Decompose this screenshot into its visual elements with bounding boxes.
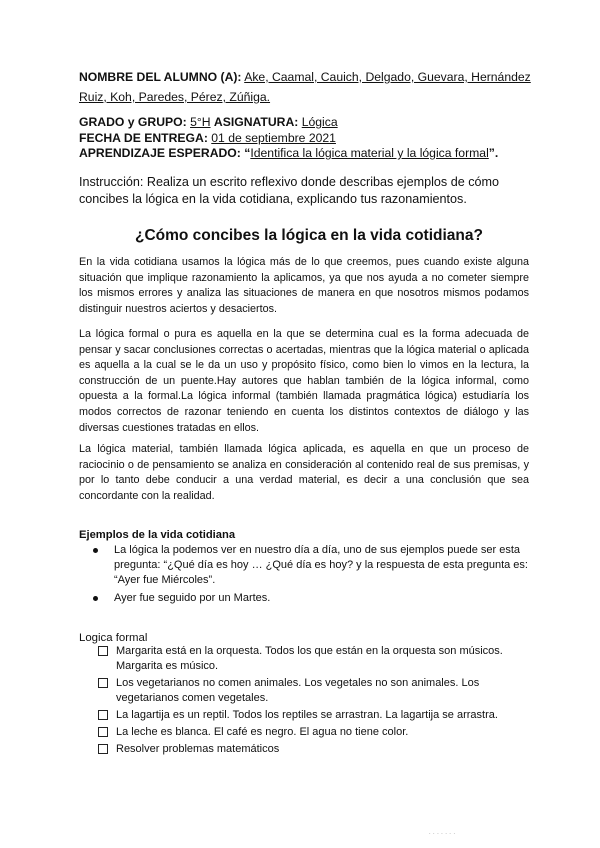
learning-open-quote: “ bbox=[244, 146, 251, 160]
checklist-text: Resolver problemas matemáticos bbox=[116, 743, 280, 755]
grade-value: 5°H bbox=[190, 115, 211, 129]
bullet-icon bbox=[93, 596, 98, 601]
checkbox-icon[interactable] bbox=[98, 710, 108, 720]
date-value: 01 de septiembre 2021 bbox=[211, 130, 336, 145]
checklist-item[interactable] bbox=[98, 676, 518, 706]
footer-mark: · · · · · · · bbox=[429, 831, 456, 837]
student-names-line1: Ake, Caamal, Cauich, Delgado, Guevara, Hernández bbox=[244, 70, 531, 84]
examples-heading: Ejemplos de la vida cotidiana bbox=[79, 529, 236, 541]
date-line bbox=[79, 131, 549, 147]
checkbox-icon[interactable] bbox=[98, 727, 108, 737]
checkbox-icon[interactable] bbox=[98, 678, 108, 688]
grade-line bbox=[79, 115, 549, 131]
subject-value: Lógica bbox=[301, 115, 338, 129]
header-spacer bbox=[79, 107, 549, 115]
page-title: ¿Cómo concibes la lógica en la vida cotidiana? bbox=[135, 227, 483, 244]
student-line-2 bbox=[79, 87, 549, 107]
checkbox-icon[interactable] bbox=[98, 744, 108, 754]
list-item bbox=[93, 591, 533, 606]
example-text: La lógica la podemos ver en nuestro día a día, uno de sus ejemplos puede ser esta pregunta: “¿Qué día es hoy … ¿Qué día es hoy? y la respuesta de esta pregunta es: “Ayer fue Miércoles”. bbox=[114, 544, 528, 586]
paragraph-2: La lógica formal o pura es aquella en la que se determina cual es la forma adecuada de pensar y sacar conclusiones correctas o acertadas, mientras que la lógica material o aplicada es aquella a la cual se le da un uso y propósito físico, como bien lo vimos en la lectura, la construcción de un puente.Hay autores que hablan también de la lógica informal, como opuesta a la formal.La lógica informal (también llamada pragmática lógica) estudiaría los modos correctos de razonar teniendo en cuenta los distintos contextos de diálogo y las diversas cuestiones tratadas en ellos. bbox=[79, 328, 529, 434]
subject-label: ASIGNATURA: bbox=[213, 115, 299, 129]
checklist-text: La lagartija es un reptil. Todos los reptiles se arrastran. La lagartija se arrastra. bbox=[116, 709, 498, 721]
grade-label: GRADO y GRUPO: bbox=[79, 115, 187, 129]
checklist-item[interactable] bbox=[98, 644, 518, 674]
student-label: NOMBRE DEL ALUMNO (A): bbox=[79, 70, 242, 84]
formal-logic-heading: Logica formal bbox=[79, 632, 148, 644]
date-label: FECHA DE ENTREGA: bbox=[79, 130, 208, 145]
learning-line bbox=[79, 146, 549, 162]
checklist-item[interactable] bbox=[98, 742, 518, 757]
list-item bbox=[93, 543, 533, 588]
example-text: Ayer fue seguido por un Martes. bbox=[114, 592, 271, 604]
header-block bbox=[79, 67, 549, 162]
checklist-text: Margarita está en la orquesta. Todos los que están en la orquesta son músicos. Margarita es músico. bbox=[116, 645, 503, 672]
checklist-text: La leche es blanca. El café es negro. El agua no tiene color. bbox=[116, 726, 409, 738]
paragraph-1: En la vida cotidiana usamos la lógica más de lo que creemos, pues cuando existe alguna situación que implique razonamiento la aplicamos, ya que nos ayuda a no cometer siempre los mismos errores y analiza las situaciones de manera en que nosotros mismos podamos distinguir nuestros aciertos y desaciertos. bbox=[79, 256, 529, 315]
student-line bbox=[79, 67, 549, 87]
bullet-icon bbox=[93, 548, 98, 553]
paragraph-3: La lógica material, también llamada lógica aplicada, es aquella en que un proceso de raciocinio o de pensamiento se analiza en consideración al contenido real de sus premisas, y por lo tanto debe conducir a una verdad material, es decir a una conclusión que sea concordante con la realidad. bbox=[79, 443, 529, 502]
checkbox-icon[interactable] bbox=[98, 646, 108, 656]
checklist-item[interactable] bbox=[98, 725, 518, 740]
learning-value: Identifica la lógica material y la lógica formal bbox=[250, 146, 489, 160]
formal-logic-checklist bbox=[98, 644, 518, 759]
checklist-text: Los vegetarianos no comen animales. Los vegetales no son animales. Los vegetarianos comen vegetales. bbox=[116, 677, 480, 704]
learning-label: APRENDIZAJE ESPERADO: bbox=[79, 146, 241, 160]
instruction-text: Instrucción: Realiza un escrito reflexivo donde describas ejemplos de cómo concibes la lógica en la vida cotidiana, explicando tus razonamientos. bbox=[79, 175, 500, 206]
examples-list bbox=[93, 543, 533, 609]
student-names-line2: Ruiz, Koh, Paredes, Pérez, Zúñiga. bbox=[79, 90, 271, 104]
learning-close-quote: ”. bbox=[488, 146, 499, 160]
checklist-item[interactable] bbox=[98, 708, 518, 723]
